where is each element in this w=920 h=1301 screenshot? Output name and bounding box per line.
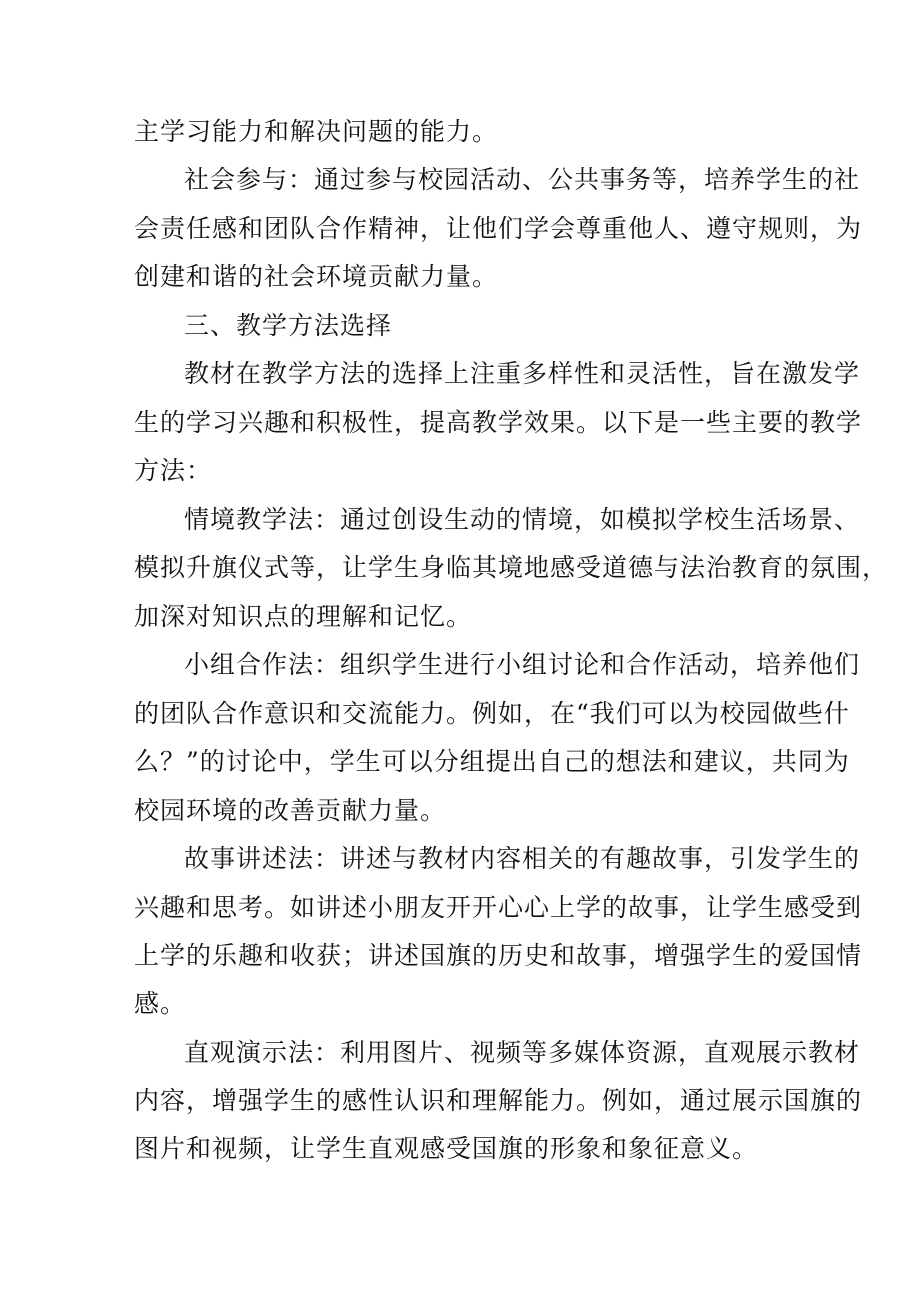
text-line: 内容，增强学生的感性认识和理解能力。例如，通过展示国旗的	[134, 1086, 863, 1115]
text-line: 故事讲述法：讲述与教材内容相关的有趣故事，引发学生的	[184, 844, 861, 873]
text-line: 模拟升旗仪式等，让学生身临其境地感受道德与法治教育的氛围，	[134, 553, 889, 582]
text-line: 小组合作法：组织学生进行小组讨论和合作活动，培养他们	[184, 650, 861, 679]
text-line: 兴趣和思考。如讲述小朋友开开心心上学的故事，让学生感受到	[134, 893, 863, 922]
text-line: 加深对知识点的理解和记忆。	[134, 602, 473, 631]
text-line: 感。	[134, 989, 187, 1018]
text-line: 情境教学法：通过创设生动的情境，如模拟学校生活场景、	[184, 505, 861, 534]
text-line: 主学习能力和解决问题的能力。	[134, 117, 499, 146]
text-line: 校园环境的改善贡献力量。	[134, 796, 447, 825]
text-line: 方法：	[134, 456, 213, 485]
text-line: 创建和谐的社会环境贡献力量。	[134, 262, 499, 291]
text-line: 直观演示法：利用图片、视频等多媒体资源，直观展示教材	[184, 1038, 861, 1067]
text-line: 图片和视频，让学生直观感受国旗的形象和象征意义。	[134, 1134, 759, 1163]
text-line: 教材在教学方法的选择上注重多样性和灵活性，旨在激发学	[184, 359, 861, 388]
section-heading: 三、教学方法选择	[184, 311, 393, 340]
text-line: 社会参与：通过参与校园活动、公共事务等，培养学生的社	[184, 165, 861, 194]
text-line: 生的学习兴趣和积极性，提高教学效果。以下是一些主要的教学	[134, 408, 863, 437]
text-line: 会责任感和团队合作精神，让他们学会尊重他人、遵守规则，为	[134, 214, 863, 243]
text-line: 么？”的讨论中，学生可以分组提出自己的想法和建议，共同为	[134, 747, 850, 776]
text-line: 的团队合作意识和交流能力。例如，在“我们可以为校园做些什	[134, 699, 850, 728]
text-line: 上学的乐趣和收获；讲述国旗的历史和故事，增强学生的爱国情	[134, 941, 863, 970]
